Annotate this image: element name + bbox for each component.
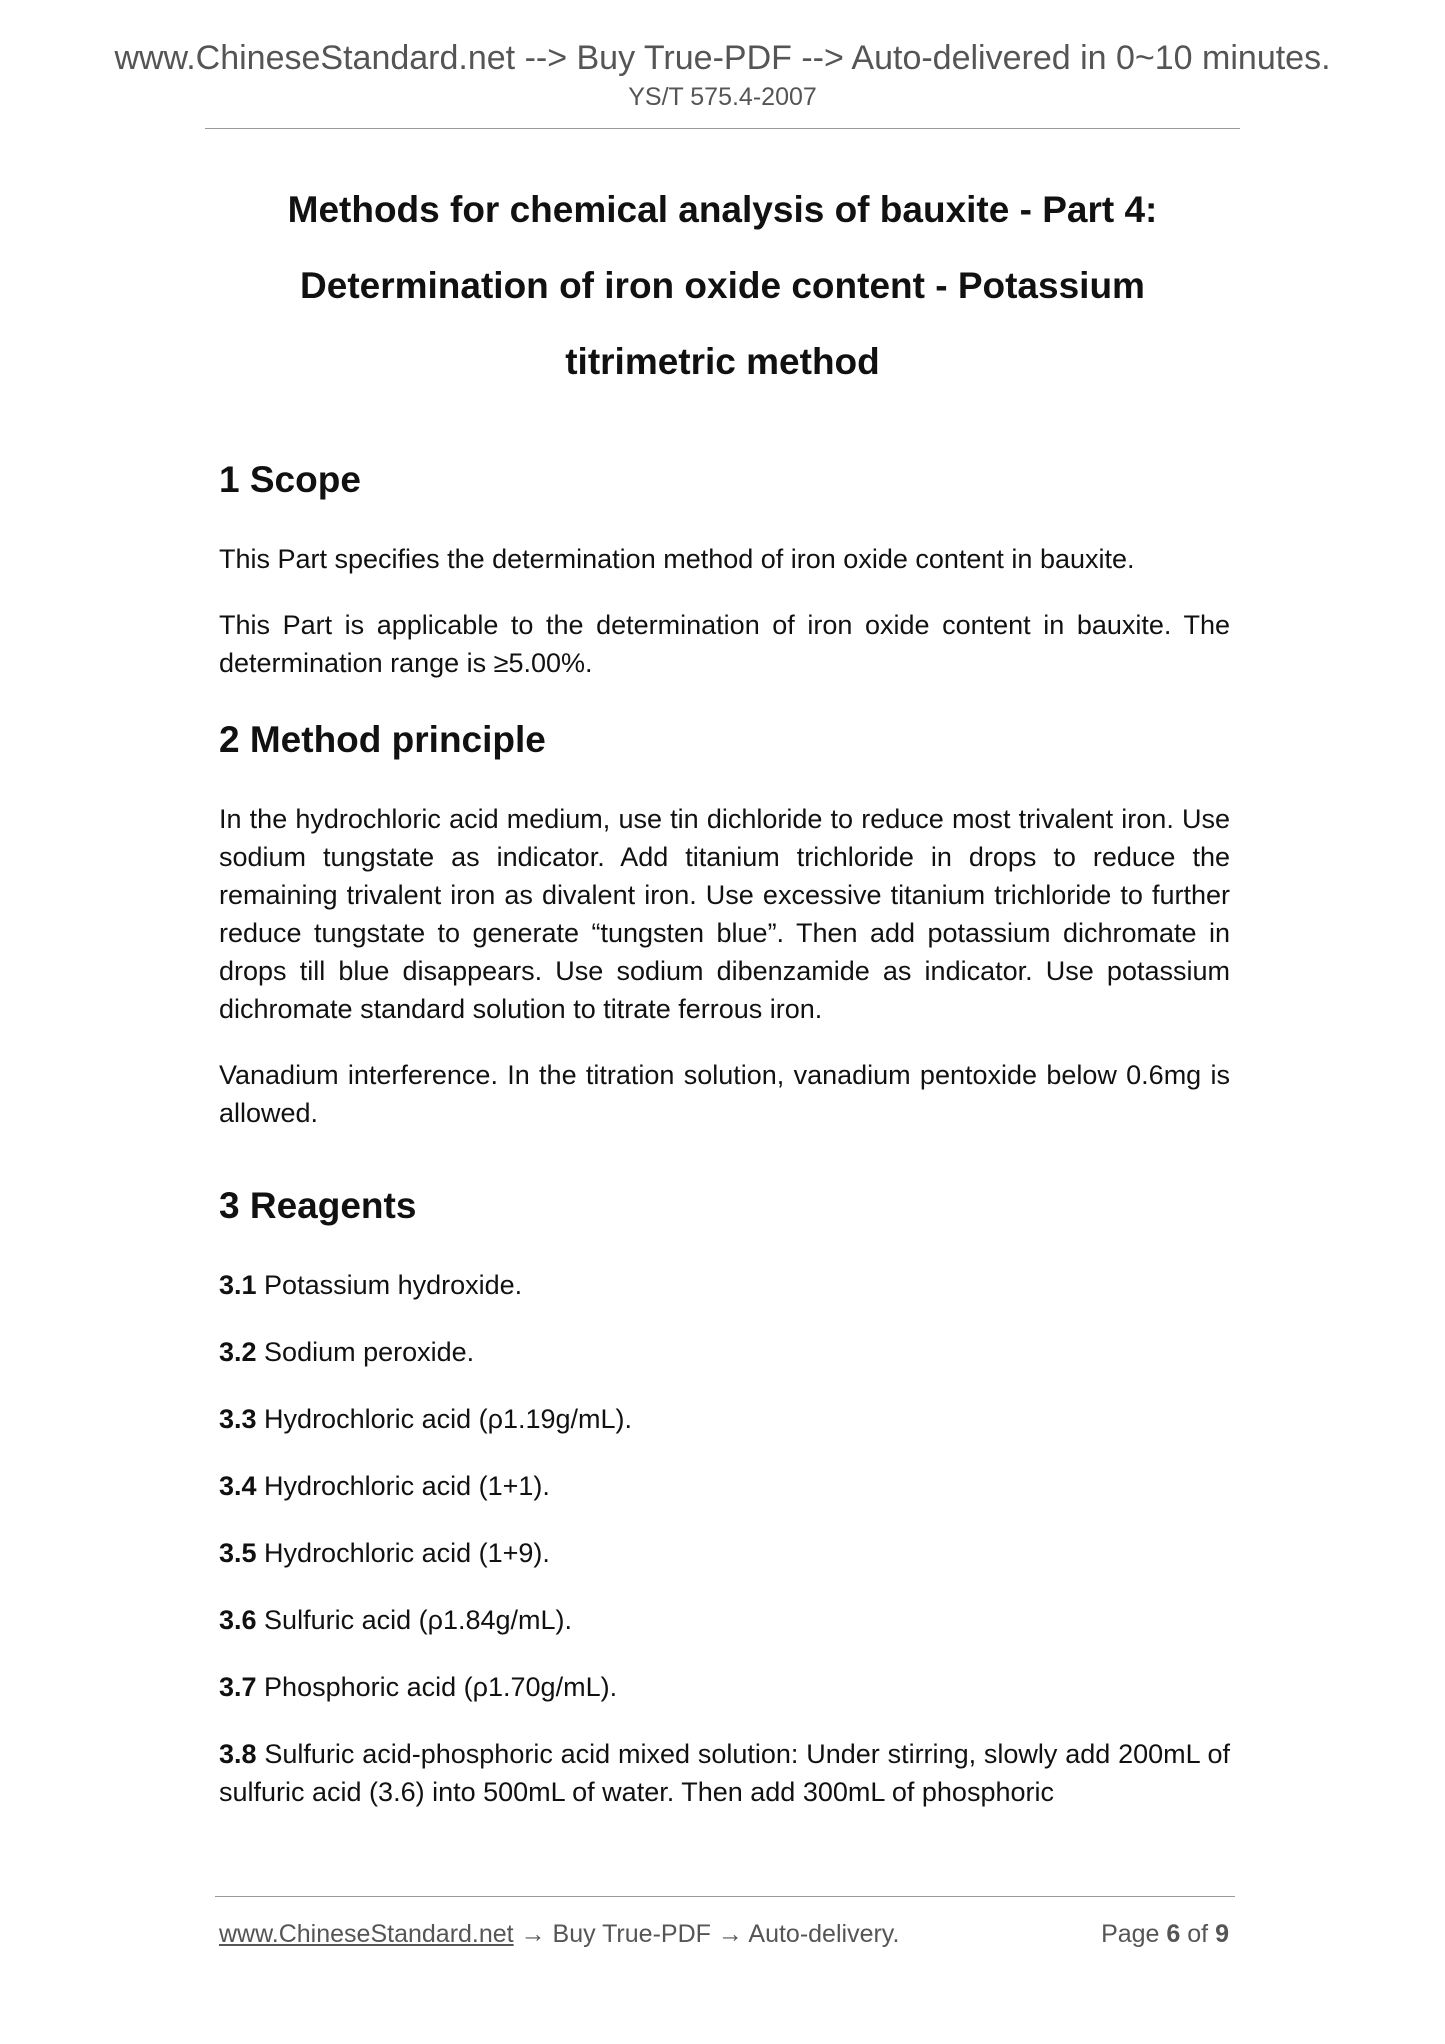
of-label: of: [1187, 1920, 1209, 1948]
reagent-text: Hydrochloric acid (ρ1.19g/mL).: [256, 1404, 633, 1434]
reagent-number: 3.4: [219, 1471, 257, 1501]
document-title: [200, 172, 1245, 400]
header-divider: [205, 128, 1240, 129]
reagent-item: [219, 1400, 1230, 1438]
reagent-number: 3.3: [219, 1404, 257, 1434]
reagent-item: [219, 1601, 1230, 1639]
reagent-item: [219, 1534, 1230, 1572]
reagent-text: Phosphoric acid (ρ1.70g/mL).: [256, 1672, 618, 1702]
reagent-number: 3.7: [219, 1672, 257, 1702]
page-label: Page: [1101, 1920, 1160, 1948]
reagent-number: 3.8: [219, 1739, 257, 1769]
document-body: [219, 458, 1230, 1840]
section-heading-principle: 2 Method principle: [219, 719, 546, 760]
reagent-number: 3.5: [219, 1538, 257, 1568]
reagent-number: 3.1: [219, 1270, 257, 1300]
page-indicator: [1101, 1918, 1229, 1950]
header-banner: www.ChineseStandard.net --> Buy True-PDF --> Auto-delivered in 0~10 minutes.: [114, 39, 1331, 77]
reagent-text: Sodium peroxide.: [256, 1337, 475, 1367]
principle-paragraph-1: In the hydrochloric acid medium, use tin dichloride to reduce most trivalent iron. Use sodium tungstate as indicator. Add titanium trichloride in drops to reduce the remaining trivalent iron as divalent iron. Use excessive titanium trichloride to further reduce tungstate to generate “tungsten blue”. Then add potassium dichromate in drops till blue disappears. Use sodium dibenzamide as indicator. Use potassium dichromate standard solution to titrate ferrous iron.: [219, 804, 1230, 1024]
page-total: 9: [1215, 1920, 1229, 1948]
title-line-2: Determination of iron oxide content - Potassium: [300, 265, 1145, 306]
reagent-item: [219, 1668, 1230, 1706]
standard-number: YS/T 575.4-2007: [628, 83, 817, 111]
reagent-text: Sulfuric acid (ρ1.84g/mL).: [256, 1605, 573, 1635]
footer-divider: [215, 1896, 1235, 1897]
reagent-number: 3.6: [219, 1605, 257, 1635]
reagent-text: Sulfuric acid-phosphoric acid mixed solution: Under stirring, slowly add 200mL of sulfuric acid (3.6) into 500mL of water. Then add 300mL of phosphoric: [219, 1739, 1230, 1807]
reagent-number: 3.2: [219, 1337, 257, 1367]
page-number: 6: [1166, 1920, 1181, 1948]
section-heading-scope: 1 Scope: [219, 459, 361, 500]
reagent-item: [219, 1735, 1230, 1811]
principle-paragraph-2: Vanadium interference. In the titration solution, vanadium pentoxide below 0.6mg is allowed.: [219, 1060, 1230, 1128]
section-heading-reagents: 3 Reagents: [219, 1185, 417, 1226]
reagent-text: Hydrochloric acid (1+1).: [256, 1471, 550, 1501]
reagent-item: [219, 1467, 1230, 1505]
scope-paragraph-2: This Part is applicable to the determination of iron oxide content in bauxite. The determination range is ≥5.00%.: [219, 610, 1230, 678]
reagent-item: [219, 1333, 1230, 1371]
title-line-1: Methods for chemical analysis of bauxite - Part 4:: [287, 189, 1158, 230]
reagent-text: Hydrochloric acid (1+9).: [256, 1538, 550, 1568]
reagent-item: [219, 1266, 1230, 1304]
title-line-3: titrimetric method: [565, 341, 880, 382]
page-footer: [219, 1918, 1229, 1950]
footer-delivery-text: → Buy True-PDF → Auto-delivery.: [513, 1920, 900, 1948]
scope-paragraph-1: This Part specifies the determination method of iron oxide content in bauxite.: [219, 544, 1135, 574]
reagent-text: Potassium hydroxide.: [256, 1270, 523, 1300]
footer-website-link[interactable]: www.ChineseStandard.net: [219, 1920, 514, 1948]
